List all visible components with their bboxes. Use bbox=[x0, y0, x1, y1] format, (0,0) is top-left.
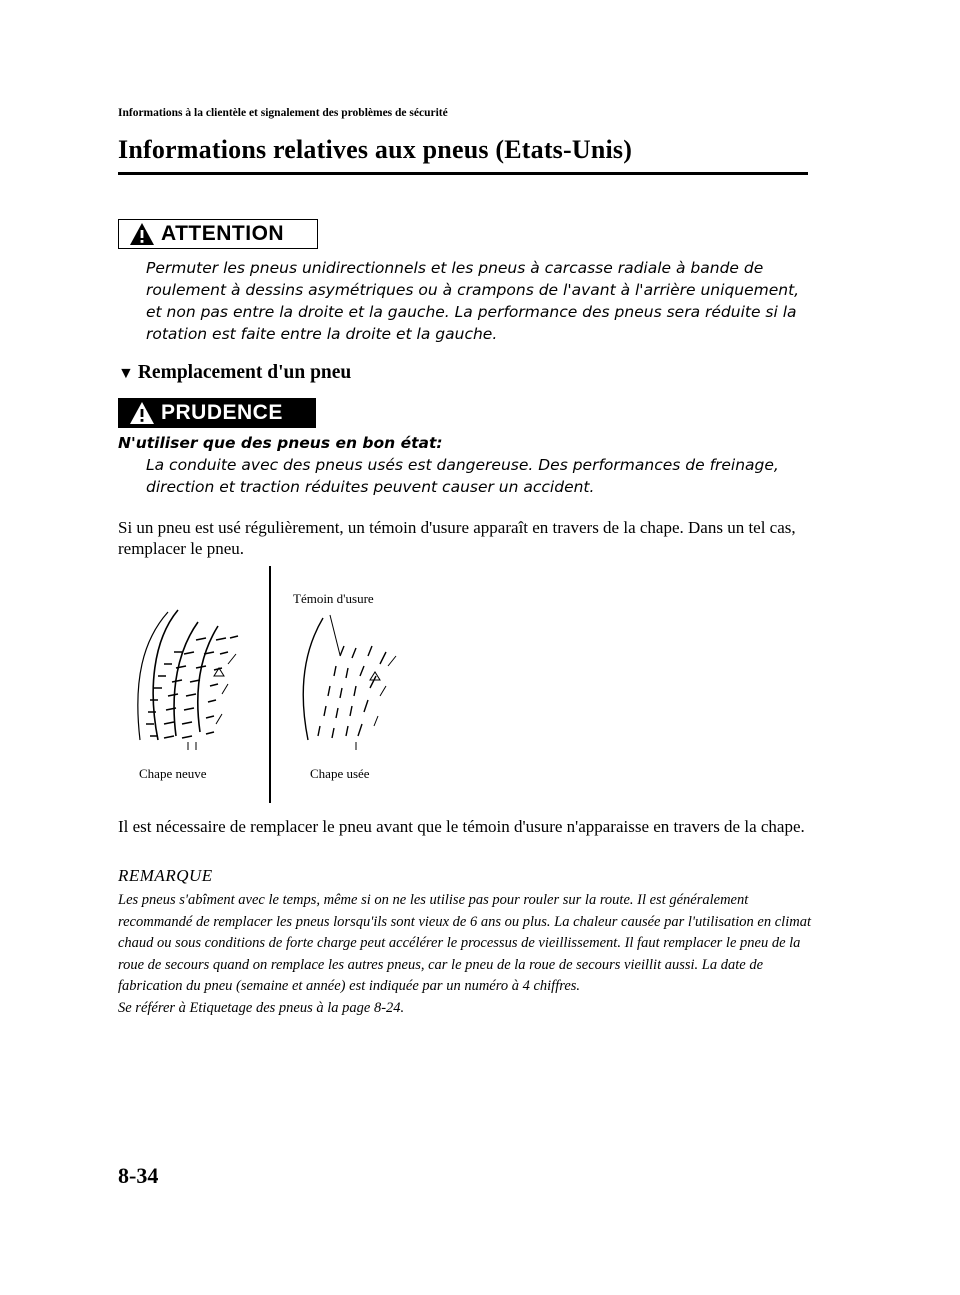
remarque-text: Les pneus s'abîment avec le temps, même si on ne les utilise pas pour rouler sur la route. Il est généralement recommandé de remplacer les pneus lorsqu'ils sont vieux de 6 ans ou plus. La chaleur causée par l'utilisation en climat chaud ou sous conditions de forte charge peut accélérer le processus de vieillissement. Il faut remplacer le pneu de la roue de secours quand on remplace les autres pneus, car le pneu de la roue de secours vieillit aussi. La date de fabrication du pneu (semaine et année) est indiquée par un numéro à 4 chiffres. bbox=[118, 892, 811, 994]
section-heading-text: Remplacement d'un pneu bbox=[137, 362, 352, 383]
prudence-box bbox=[118, 398, 316, 428]
page-number: 8-34 bbox=[118, 1163, 159, 1188]
section-marker-icon: ▼ bbox=[118, 365, 134, 382]
prudence-text: La conduite avec des pneus usés est dangereuse. Des performances de freinage, direction et traction réduites peuvent causer un accident. bbox=[146, 456, 779, 496]
body-paragraph-1: Si un pneu est usé régulièrement, un témoin d'usure apparaît en travers de la chape. Dans un tel cas, remplacer le pneu. bbox=[118, 518, 796, 558]
wear-indicator-caption: Témoin d'usure bbox=[293, 591, 374, 606]
section-label: Informations à la clientèle et signalement des problèmes de sécurité bbox=[118, 107, 448, 119]
new-tread-caption: Chape neuve bbox=[139, 766, 207, 781]
prudence-label: PRUDENCE bbox=[161, 401, 283, 424]
page-title: Informations relatives aux pneus (Etats-Unis) bbox=[118, 135, 633, 164]
attention-label: ATTENTION bbox=[161, 222, 285, 245]
body-paragraph-2: Il est nécessaire de remplacer le pneu avant que le témoin d'usure n'apparaisse en travers de la chape. bbox=[118, 817, 805, 836]
remarque-reference: Se référer à Etiquetage des pneus à la page 8-24. bbox=[118, 999, 405, 1016]
new-tread-drawing bbox=[138, 610, 238, 750]
attention-text: Permuter les pneus unidirectionnels et les pneus à carcasse radiale à bande de roulement à dessins asymétriques ou à crampons de l'avant à l'arrière uniquement, et non pas entre la droite et la gauche. La performance des pneus sera réduite si la rotation est faite entre la droite et la gauche. bbox=[146, 259, 800, 343]
remarque-body bbox=[118, 890, 818, 1019]
worn-tread-caption: Chape usée bbox=[310, 766, 370, 781]
warning-triangle-icon bbox=[129, 222, 155, 246]
warning-triangle-icon bbox=[129, 401, 155, 425]
prudence-heading: N'utiliser que des pneus en bon état: bbox=[118, 434, 443, 452]
attention-box bbox=[118, 219, 318, 249]
title-rule bbox=[118, 172, 808, 175]
section-heading bbox=[118, 362, 351, 384]
worn-tread-drawing bbox=[303, 615, 396, 750]
remarque-heading: REMARQUE bbox=[118, 866, 213, 885]
